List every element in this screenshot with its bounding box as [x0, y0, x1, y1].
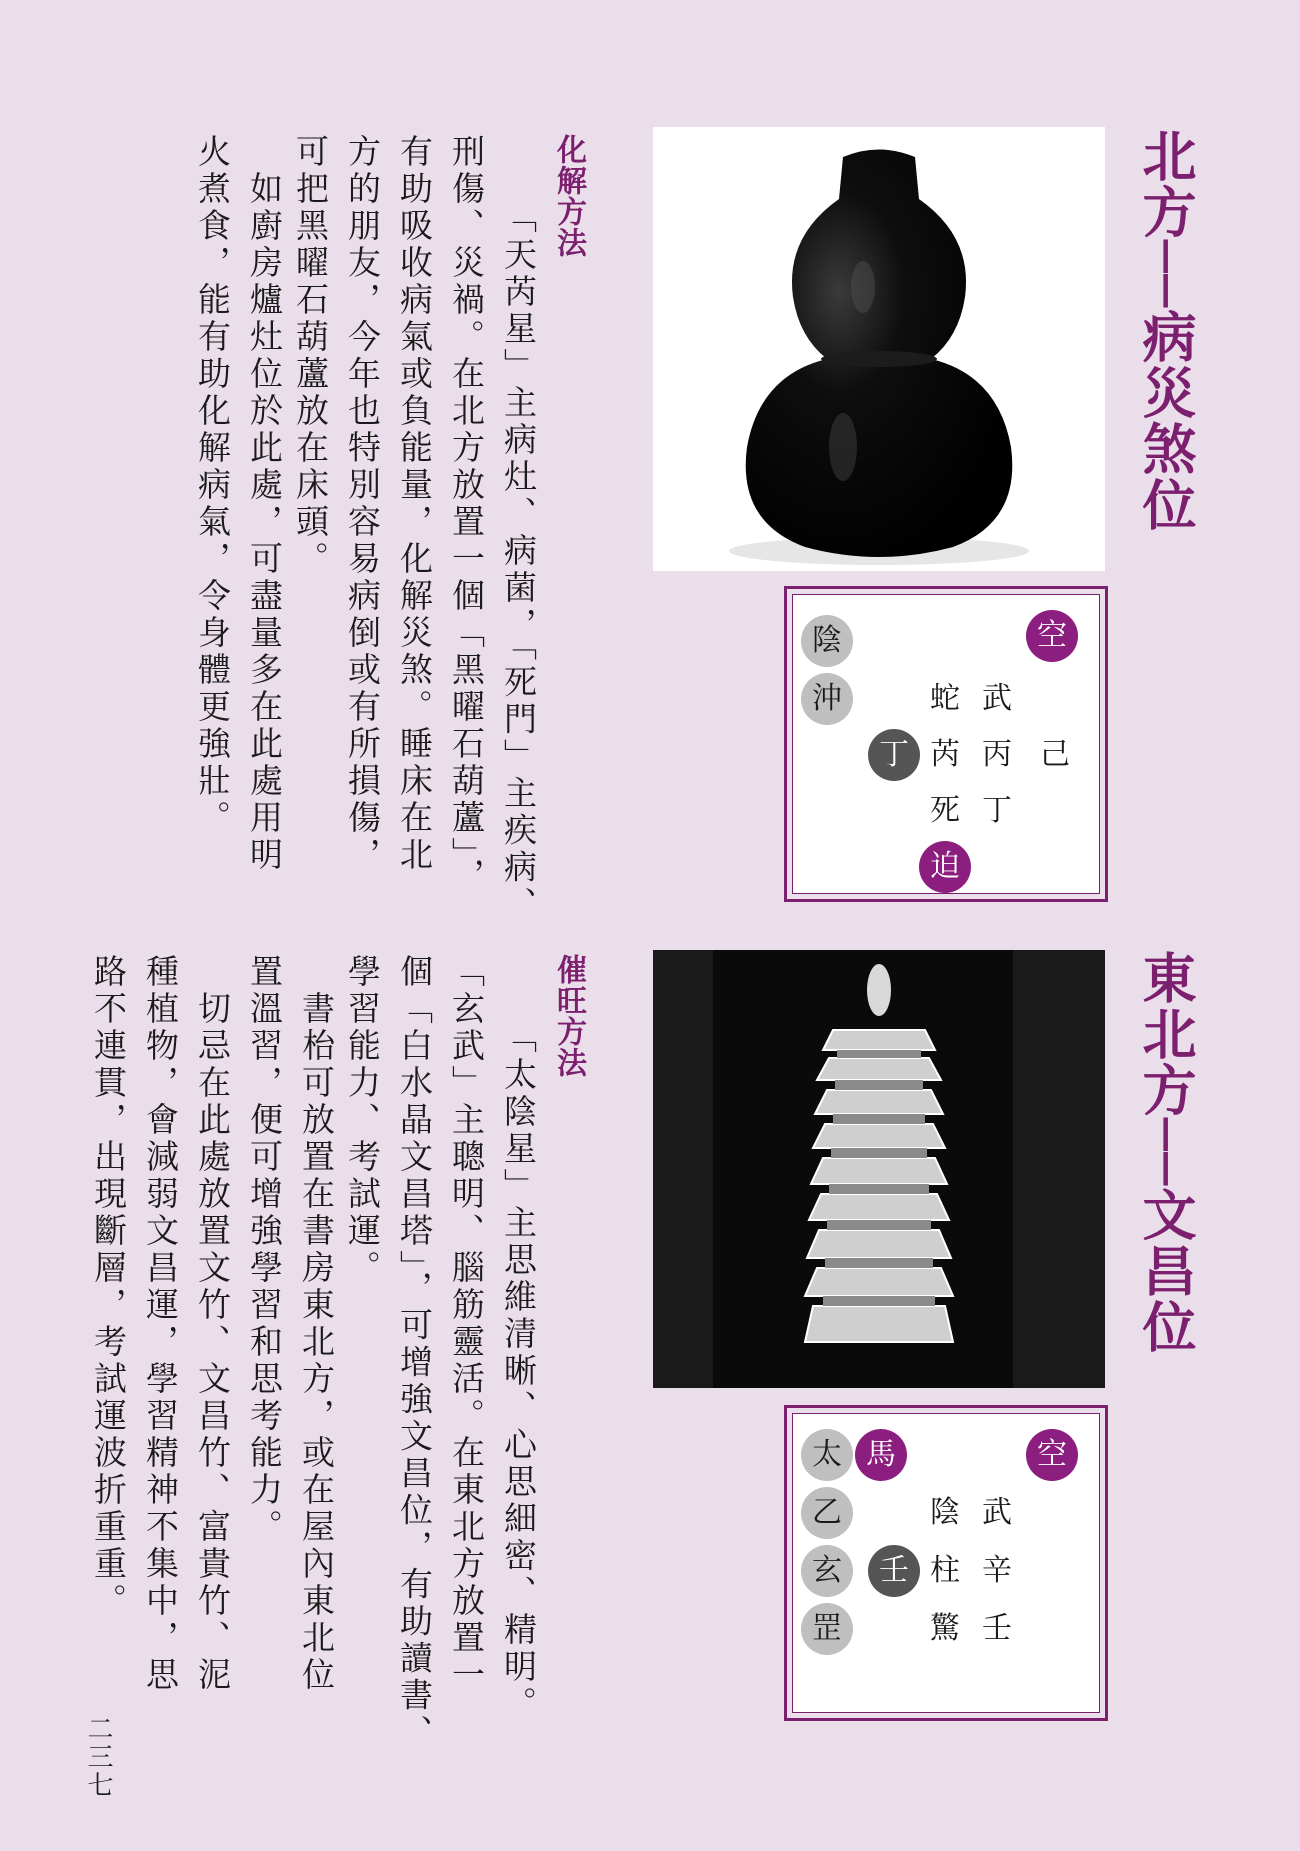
body-column: 置溫習，便可增強學習和思考能力。 [245, 954, 284, 1546]
chart-cell-li: 罡 [801, 1603, 853, 1655]
chart-cell-ma: 馬 [855, 1429, 907, 1481]
body-column: 火煮食，能有助化解病氣，令身體更強壯。 [193, 134, 232, 837]
chart-cell-yin: 陰 [930, 1495, 960, 1530]
body-column: 方的朋友，今年也特別容易病倒或有所損傷， [343, 134, 382, 874]
body-column: 「太陰星」主思維清晰、心思細密、精明。 [499, 1020, 538, 1723]
chart-cell-wu: 武 [982, 1495, 1012, 1530]
chart-cell-ding-circle: 丁 [868, 729, 920, 781]
crystal-pagoda-photo [653, 950, 1105, 1388]
body-column: 刑傷、災禍。在北方放置一個「黑曜石葫蘆」， [447, 134, 486, 895]
section2-subhead: 催旺方法 [551, 954, 586, 1078]
body-column: 可把黑曜石葫蘆放在床頭。 [291, 134, 330, 578]
chart-cell-kong: 空 [1026, 1429, 1078, 1481]
chart-cell-xin: 辛 [982, 1553, 1012, 1588]
chart-cell-rui: 芮 [930, 737, 960, 772]
chart-cell-ding: 丁 [982, 793, 1012, 828]
body-column: 「天芮星」主病灶、病菌，「死門」主疾病、 [499, 200, 538, 924]
chart-cell-bing: 丙 [982, 737, 1012, 772]
chart-cell-si: 死 [930, 793, 960, 828]
section1-subhead: 化解方法 [551, 134, 586, 258]
page-number: 二三七 [83, 1715, 113, 1799]
chart-cell-she: 蛇 [930, 681, 960, 716]
body-column: 切忌在此處放置文竹、文昌竹、富貴竹、泥 [193, 954, 232, 1694]
chart-cell-ren: 壬 [982, 1611, 1012, 1646]
chart-cell-po: 迫 [919, 841, 971, 893]
chart-cell-jing: 驚 [930, 1611, 960, 1646]
chart-cell-ji: 己 [1040, 737, 1070, 772]
obsidian-gourd-image [653, 127, 1105, 571]
crystal-pagoda-image [653, 950, 1105, 1388]
body-column: 書枱可放置在書房東北方，或在屋內東北位 [297, 954, 336, 1694]
chart-cell-tai: 太 [801, 1429, 853, 1481]
chart-cell-xuan: 玄 [801, 1545, 853, 1597]
qimen-chart-north [784, 586, 1108, 902]
chart-cell-yin: 陰 [801, 615, 853, 667]
body-column: 路不連貫，出現斷層，考試運波折重重。 [89, 954, 128, 1620]
body-column: 個「白水晶文昌塔」，可增強文昌位，有助讀書、 [395, 954, 434, 1752]
body-column: 種植物，會減弱文昌運，學習精神不集中，思 [141, 954, 180, 1694]
chart-cell-chong: 沖 [801, 673, 853, 725]
body-column: 「玄武」主聰明、腦筋靈活。在東北方放置一 [447, 954, 486, 1694]
body-column: 學習能力、考試運。 [343, 954, 382, 1287]
section1-heading: 北方──病災煞位 [1134, 128, 1197, 534]
body-column: 如廚房爐灶位於此處，可盡量多在此處用明 [245, 134, 284, 874]
section2-heading: 東北方──文昌位 [1134, 950, 1197, 1356]
chart-cell-zhu: 柱 [930, 1553, 960, 1588]
obsidian-gourd-photo [653, 127, 1105, 571]
chart-cell-ren-circle: 壬 [868, 1545, 920, 1597]
chart-cell-kong: 空 [1026, 610, 1078, 662]
chart-cell-yi: 乙 [801, 1487, 853, 1539]
qimen-chart-northeast [784, 1405, 1108, 1721]
chart-cell-wu: 武 [982, 681, 1012, 716]
body-column: 有助吸收病氣或負能量，化解災煞。睡床在北 [395, 134, 434, 874]
